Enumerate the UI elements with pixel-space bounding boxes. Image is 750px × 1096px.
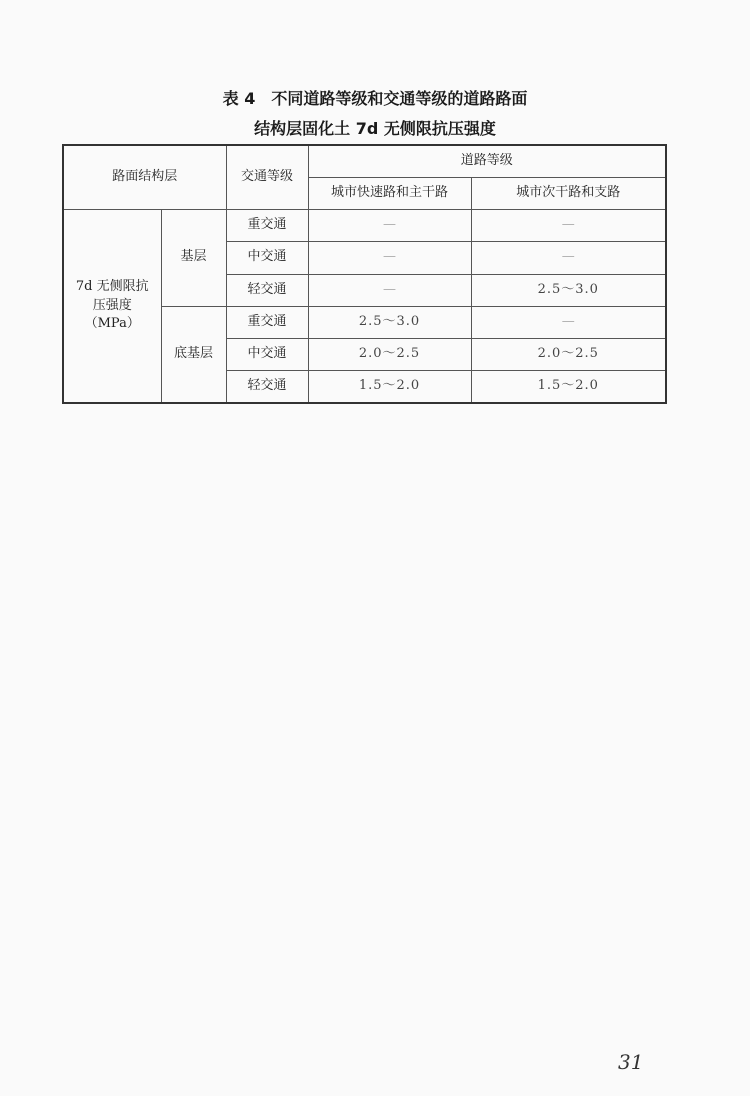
header-traffic-level: 交通等级 <box>226 145 308 210</box>
value-cell-secondary: 1.5～2.0 <box>471 371 666 403</box>
value-cell-expressway: — <box>308 274 471 306</box>
traffic-cell: 中交通 <box>226 242 308 274</box>
header-col-secondary: 城市次干路和支路 <box>471 177 666 209</box>
value-cell-secondary: 2.0～2.5 <box>471 339 666 371</box>
traffic-cell: 中交通 <box>226 339 308 371</box>
header-structure-layer: 路面结构层 <box>63 145 226 210</box>
header-road-grade: 道路等级 <box>308 145 666 177</box>
value-cell-secondary: — <box>471 306 666 338</box>
value-cell-expressway: 1.5～2.0 <box>308 371 471 403</box>
table-header-row <box>63 145 666 177</box>
row-group-label <box>63 210 161 404</box>
layer-label-subbase: 底基层 <box>161 306 226 403</box>
strength-table <box>62 144 667 404</box>
table-caption-line2: 结构层固化土 7d 无侧限抗压强度 <box>254 119 496 138</box>
layer-label-base: 基层 <box>161 210 226 307</box>
row-group-label-line2: 压强度 <box>92 297 132 313</box>
value-cell-expressway: — <box>308 210 471 242</box>
value-cell-secondary: — <box>471 210 666 242</box>
table-caption-line1: 表 4 不同道路等级和交通等级的道路路面 <box>222 89 528 108</box>
traffic-cell: 重交通 <box>226 210 308 242</box>
traffic-cell: 重交通 <box>226 306 308 338</box>
value-cell-secondary: — <box>471 242 666 274</box>
value-cell-expressway: 2.5～3.0 <box>308 306 471 338</box>
header-col-expressway: 城市快速路和主干路 <box>308 177 471 209</box>
traffic-cell: 轻交通 <box>226 274 308 306</box>
row-group-label-line1: 7d 无侧限抗 <box>75 278 149 294</box>
value-cell-expressway: — <box>308 242 471 274</box>
value-cell-expressway: 2.0～2.5 <box>308 339 471 371</box>
row-group-label-line3: （MPa） <box>84 316 140 332</box>
page-number: 31 <box>618 1050 644 1074</box>
traffic-cell: 轻交通 <box>226 371 308 403</box>
value-cell-secondary: 2.5～3.0 <box>471 274 666 306</box>
table-row <box>63 210 666 242</box>
